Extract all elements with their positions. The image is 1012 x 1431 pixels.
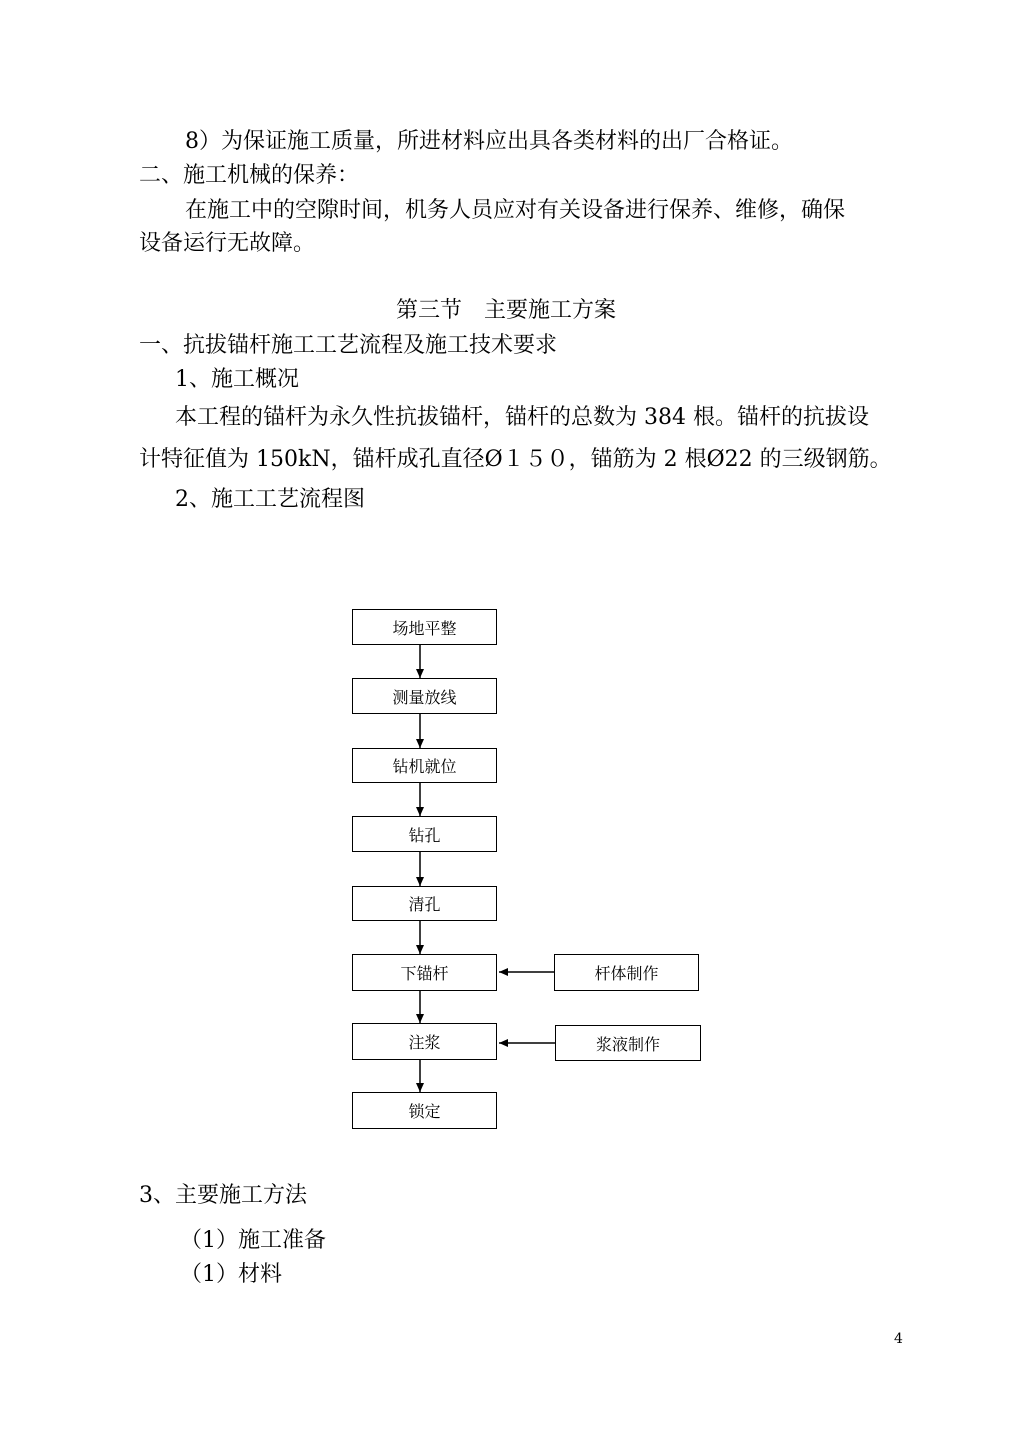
para-materials-cert: 8）为保证施工质量，所进材料应出具各类材料的出厂合格证。 [185,129,793,154]
heading-maintenance: 二、施工机械的保养： [139,163,360,188]
item-preparation: （1）施工准备 [180,1228,326,1253]
flow-side-grout-preparation: 浆液制作 [555,1025,701,1061]
para-overview-line2: 计特征值为 150kN，锚杆成孔直径Ø１５０，锚筋为 2 根Ø22 的三级钢筋。 [139,447,892,472]
flow-step-grouting: 注浆 [352,1023,497,1060]
heading-anchor: 一、抗拔锚杆施工工艺流程及施工技术要求 [139,333,558,358]
flow-side-rod-fabrication: 杆体制作 [554,954,699,991]
flow-step-rig-positioning: 钻机就位 [352,748,497,783]
para-overview-line1: 本工程的锚杆为永久性抗拔锚杆，锚杆的总数为 384 根。锚杆的抗拔设 [175,405,869,430]
flow-step-locking: 锁定 [352,1092,497,1129]
item-materials: （1）材料 [180,1262,282,1287]
sub-flowchart: 2、施工工艺流程图 [175,487,365,512]
flow-step-anchor-install: 下锚杆 [352,954,497,991]
sub-methods: 3、主要施工方法 [139,1183,307,1208]
flow-step-survey-layout: 测量放线 [352,678,497,714]
flow-step-drilling: 钻孔 [352,816,497,852]
flow-step-hole-cleaning: 清孔 [352,886,497,921]
page-number: 4 [894,1331,903,1347]
para-maintenance-line2: 设备运行无故障。 [139,231,316,256]
section-title: 第三节 主要施工方案 [395,298,616,323]
flow-step-site-leveling: 场地平整 [352,609,497,645]
para-maintenance-line1: 在施工中的空隙时间，机务人员应对有关设备进行保养、维修，确保 [185,198,846,223]
sub-overview: 1、施工概况 [175,367,299,392]
